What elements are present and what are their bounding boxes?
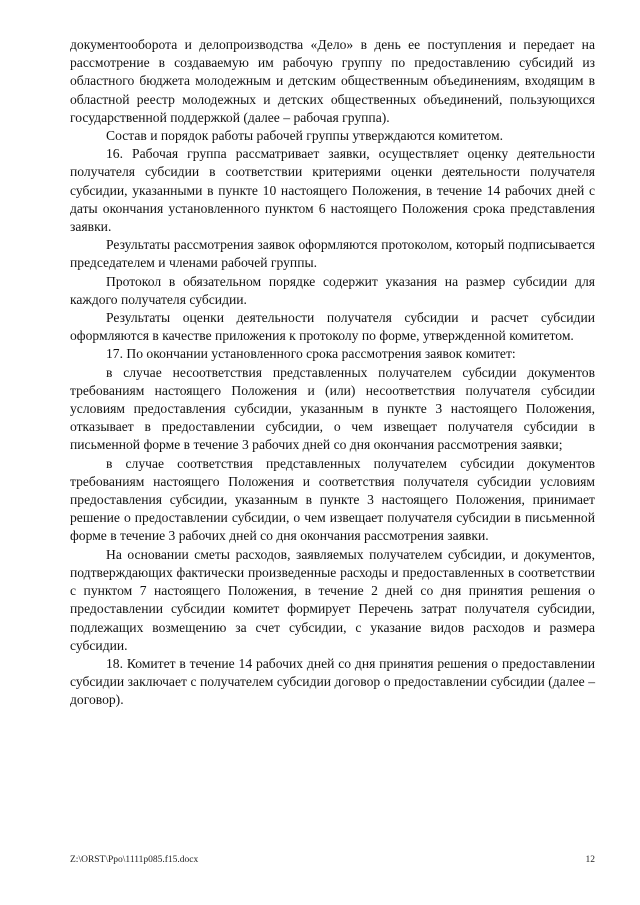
paragraph-9: в случае соответствия представленных получателем субсидии документов требованиям настоящего Положения и соответствия получателя субсидии условиям предоставления субсидии, указанным в пункте 3 настоящего Положения, принимает решение о предоставлении субсидии, о чем извещает получателя субсидии в письменной форме в течение 3 рабочих дней со дня окончания рассмотрения заявки. — [70, 455, 595, 544]
document-body — [70, 36, 595, 710]
paragraph-2: Состав и порядок работы рабочей группы утверждаются комитетом. — [106, 128, 503, 144]
paragraph-3: 16. Рабочая группа рассматривает заявки, осуществляет оценку деятельности получателя субсидии в соответствии критериями оценки деятельности получателя субсидии, указанными в пункте 10 настоящего Положения, в течение 14 рабочих дней с даты окончания установленного пунктом 6 настоящего Положения срока представления заявки. — [70, 146, 595, 235]
page-number: 12 — [585, 855, 595, 865]
footer-file-path: Z:\ORST\Ppo\1111p085.f15.docx — [70, 855, 199, 865]
paragraph-7: 17. По окончании установленного срока рассмотрения заявок комитет: — [106, 346, 516, 362]
paragraph-10: На основании сметы расходов, заявляемых получателем субсидии, и документов, подтверждающих фактически произведенные расходы и предоставленных в соответствии с пунктом 7 настоящего Положения, в течение 2 дней со дня принятия решения о предоставлении субсидии комитет формирует Перечень затрат получателя субсидии, подлежащих возмещению за счет субсидии, с указание видов расходов и размера субсидии. — [70, 546, 595, 653]
paragraph-5: Протокол в обязательном порядке содержит указания на размер субсидии для каждого получателя субсидии. — [70, 273, 595, 307]
paragraph-11: 18. Комитет в течение 14 рабочих дней со дня принятия решения о предоставлении субсидии заключает с получателем субсидии договор о предоставлении субсидии (далее – договор). — [70, 655, 595, 708]
paragraph-4: Результаты рассмотрения заявок оформляются протоколом, который подписывается председателем и членами рабочей группы. — [70, 237, 595, 271]
paragraph-6: Результаты оценки деятельности получателя субсидии и расчет субсидии оформляются в качестве приложения к протоколу по форме, утвержденной комитетом. — [70, 310, 595, 344]
paragraph-8: в случае несоответствия представленных получателем субсидии документов требованиям настоящего Положения и (или) несоответствия получателя субсидии условиям предоставления субсидии, указанным в пункте 3 настоящего Положения, отказывает в предоставлении субсидии, о чем извещает получателя субсидии в письменной форме в течение 3 рабочих дней со дня окончания рассмотрения заявки; — [70, 364, 595, 453]
paragraph-1: документооборота и делопроизводства «Дело» в день ее поступления и передает на рассмотрение в создаваемую им рабочую группу по предоставлению субсидий из областного бюджета молодежным и детским общественным объединениям, входящим в областной реестр молодежных и детских общественных объединений, пользующихся государственной поддержкой (далее – рабочая группа). — [70, 37, 595, 125]
